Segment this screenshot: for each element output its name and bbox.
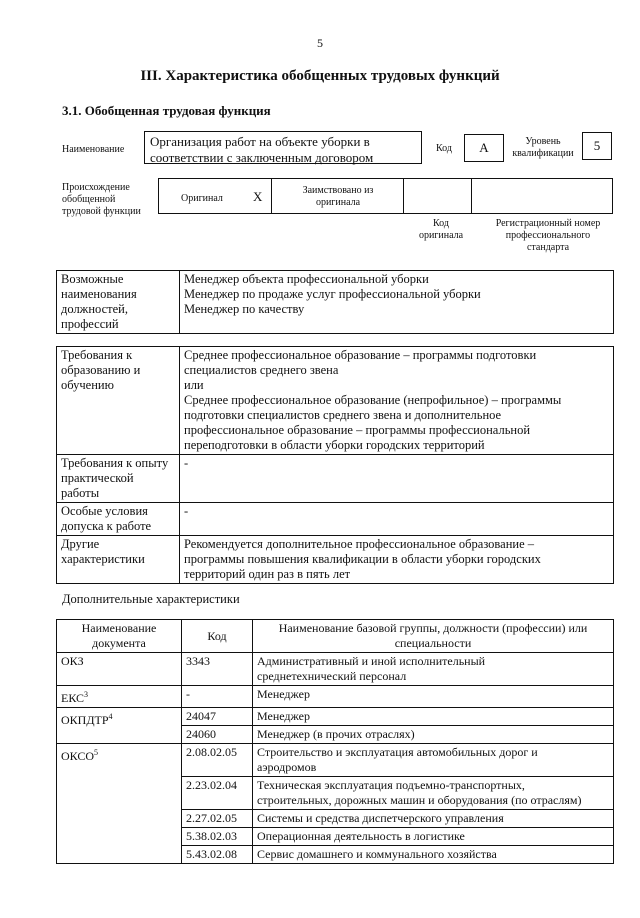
education-value — [180, 347, 614, 455]
value-line: Среднее профессиональное образование (непрофильное) – программы — [184, 393, 562, 407]
level-value: 5 — [582, 132, 612, 160]
level-label — [508, 136, 578, 160]
header-code: Код — [182, 620, 253, 653]
value-line: - — [184, 504, 189, 518]
caption-line: оригинала — [418, 230, 464, 241]
value-line: профессиональное образование – программы профессиональной — [184, 423, 531, 437]
level-label-line: Уровень — [525, 136, 561, 147]
requirements-table — [56, 346, 614, 584]
value-line: Рекомендуется дополнительное профессиональное образование – — [184, 537, 535, 551]
name-line: Менеджер — [257, 687, 310, 701]
table-row — [57, 536, 614, 584]
divider — [271, 179, 272, 213]
section-title: III. Характеристика обобщенных трудовых функций — [140, 68, 500, 84]
name-value-box — [144, 131, 422, 164]
doc-cell — [57, 708, 182, 744]
origin-label-line: трудовой функции — [62, 206, 141, 217]
label-line: Возможные — [61, 272, 124, 286]
table-row — [57, 686, 614, 708]
code-cell: 24060 — [182, 726, 253, 744]
code-original-caption — [405, 218, 477, 242]
doc-name: ОКСО — [61, 749, 95, 763]
name-line: Строительство и эксплуатация автомобильных дорог и — [257, 745, 538, 759]
origin-label — [62, 182, 154, 218]
name-line: Системы и средства диспетчерского управления — [257, 811, 504, 825]
header-line: специальности — [394, 636, 472, 650]
positions-table — [56, 270, 614, 334]
divider — [403, 179, 404, 213]
additional-table — [56, 619, 614, 864]
value-line: специалистов среднего звена — [184, 363, 339, 377]
code-cell: 5.38.02.03 — [182, 828, 253, 846]
value-line: переподготовки в области уборки городских территорий — [184, 438, 485, 452]
name-line: Операционная деятельность в логистике — [257, 829, 465, 843]
code-cell: 2.23.02.04 — [182, 777, 253, 810]
origin-label-line: Происхождение — [62, 182, 130, 193]
value-line: территорий один раз в пять лет — [184, 567, 351, 581]
code-cell: 3343 — [182, 653, 253, 686]
name-cell — [253, 686, 614, 708]
name-cell — [253, 726, 614, 744]
name-cell — [253, 708, 614, 726]
table-row — [57, 271, 614, 334]
name-line: Менеджер (в прочих отраслях) — [257, 727, 415, 741]
positions-values — [180, 271, 614, 334]
name-value-line: соответствии с заключенным договором — [150, 150, 374, 165]
name-line: Техническая эксплуатация подъемно-транспортных, — [257, 778, 525, 792]
name-cell — [253, 653, 614, 686]
table-row — [57, 744, 614, 777]
name-line: Административный и иной исполнительный — [257, 654, 486, 668]
table-row — [57, 708, 614, 726]
code-value: А — [464, 134, 504, 162]
value-line: Среднее профессиональное образование – программы подготовки — [184, 348, 537, 362]
name-value-line: Организация работ на объекте уборки в — [150, 134, 370, 149]
caption-line: профессионального — [505, 230, 591, 241]
value-line: или — [184, 378, 204, 392]
code-cell: - — [182, 686, 253, 708]
value-line: программы повышения квалификации в области уборки городских — [184, 552, 541, 566]
other-value — [180, 536, 614, 584]
table-row — [57, 503, 614, 536]
header-name — [253, 620, 614, 653]
doc-cell — [57, 653, 182, 686]
name-cell — [253, 828, 614, 846]
education-label — [57, 347, 180, 455]
name-line: Сервис домашнего и коммунального хозяйства — [257, 847, 497, 861]
experience-label — [57, 455, 180, 503]
name-line: Менеджер — [257, 709, 310, 723]
code-label: Код — [436, 143, 452, 154]
doc-cell — [57, 744, 182, 864]
origin-label-line: обобщенной — [62, 194, 116, 205]
code-cell: 2.27.02.05 — [182, 810, 253, 828]
header-line: Наименование — [81, 621, 157, 635]
label-line: допуска к работе — [61, 519, 152, 533]
additional-title: Дополнительные характеристики — [62, 592, 240, 606]
label-line: профессий — [61, 317, 119, 331]
header-line: документа — [92, 636, 146, 650]
table-row — [57, 347, 614, 455]
label-line: образованию и — [61, 363, 141, 377]
table-row — [57, 653, 614, 686]
name-cell — [253, 846, 614, 864]
code-cell: 2.08.02.05 — [182, 744, 253, 777]
divider — [471, 179, 472, 213]
doc-name: ОКЗ — [61, 654, 84, 668]
borrowed-label-line: оригинала — [315, 197, 361, 208]
code-cell: 5.43.02.08 — [182, 846, 253, 864]
label-line: должностей, — [61, 302, 128, 316]
subsection-title: 3.1. Обобщенная трудовая функция — [62, 103, 271, 118]
origin-row — [158, 178, 613, 214]
name-cell — [253, 744, 614, 777]
label-line: Особые условия — [61, 504, 148, 518]
footnote-ref: 4 — [108, 712, 113, 721]
doc-cell — [57, 686, 182, 708]
doc-name: ОКПДТР — [61, 713, 109, 727]
caption-line: Код — [433, 218, 449, 229]
label-line: практической — [61, 471, 134, 485]
caption-line: стандарта — [526, 242, 570, 253]
caption-line: Регистрационный номер — [495, 218, 601, 229]
code-cell: 24047 — [182, 708, 253, 726]
name-line: среднетехнический персонал — [257, 669, 407, 683]
name-line: строительных, дорожных машин и оборудования (по отраслям) — [257, 793, 582, 807]
original-label: Оригинал — [181, 193, 223, 204]
label-line: характеристики — [61, 552, 145, 566]
experience-value — [180, 455, 614, 503]
admission-value — [180, 503, 614, 536]
borrowed-label — [273, 185, 403, 209]
borrowed-label-line: Заимствовано из — [302, 185, 374, 196]
footnote-ref: 5 — [94, 748, 99, 757]
header-doc — [57, 620, 182, 653]
label-line: Требования к опыту — [61, 456, 169, 470]
position-item: Менеджер объекта профессиональной уборки — [184, 272, 429, 286]
admission-label — [57, 503, 180, 536]
label-line: наименования — [61, 287, 137, 301]
original-mark: X — [253, 189, 263, 204]
name-cell — [253, 777, 614, 810]
label-line: Другие — [61, 537, 100, 551]
value-line: - — [184, 456, 189, 470]
label-line: обучению — [61, 378, 114, 392]
name-line: аэродромов — [257, 760, 317, 774]
doc-name: ЕКС — [61, 691, 85, 705]
table-row — [57, 455, 614, 503]
page-number: 5 — [317, 36, 323, 50]
name-label: Наименование — [62, 144, 125, 155]
other-label — [57, 536, 180, 584]
value-line: подготовки специалистов среднего звена и дополнительное — [184, 408, 502, 422]
level-label-line: квалификации — [512, 148, 574, 159]
name-cell — [253, 810, 614, 828]
reg-number-caption — [478, 218, 618, 254]
position-item: Менеджер по продаже услуг профессиональной уборки — [184, 287, 481, 301]
label-line: работы — [61, 486, 100, 500]
position-item: Менеджер по качеству — [184, 302, 305, 316]
table-header-row — [57, 620, 614, 653]
header-line: Наименование базовой группы, должности (профессии) или — [278, 621, 588, 635]
label-line: Требования к — [61, 348, 133, 362]
footnote-ref: 3 — [84, 690, 89, 699]
positions-label — [57, 271, 180, 334]
